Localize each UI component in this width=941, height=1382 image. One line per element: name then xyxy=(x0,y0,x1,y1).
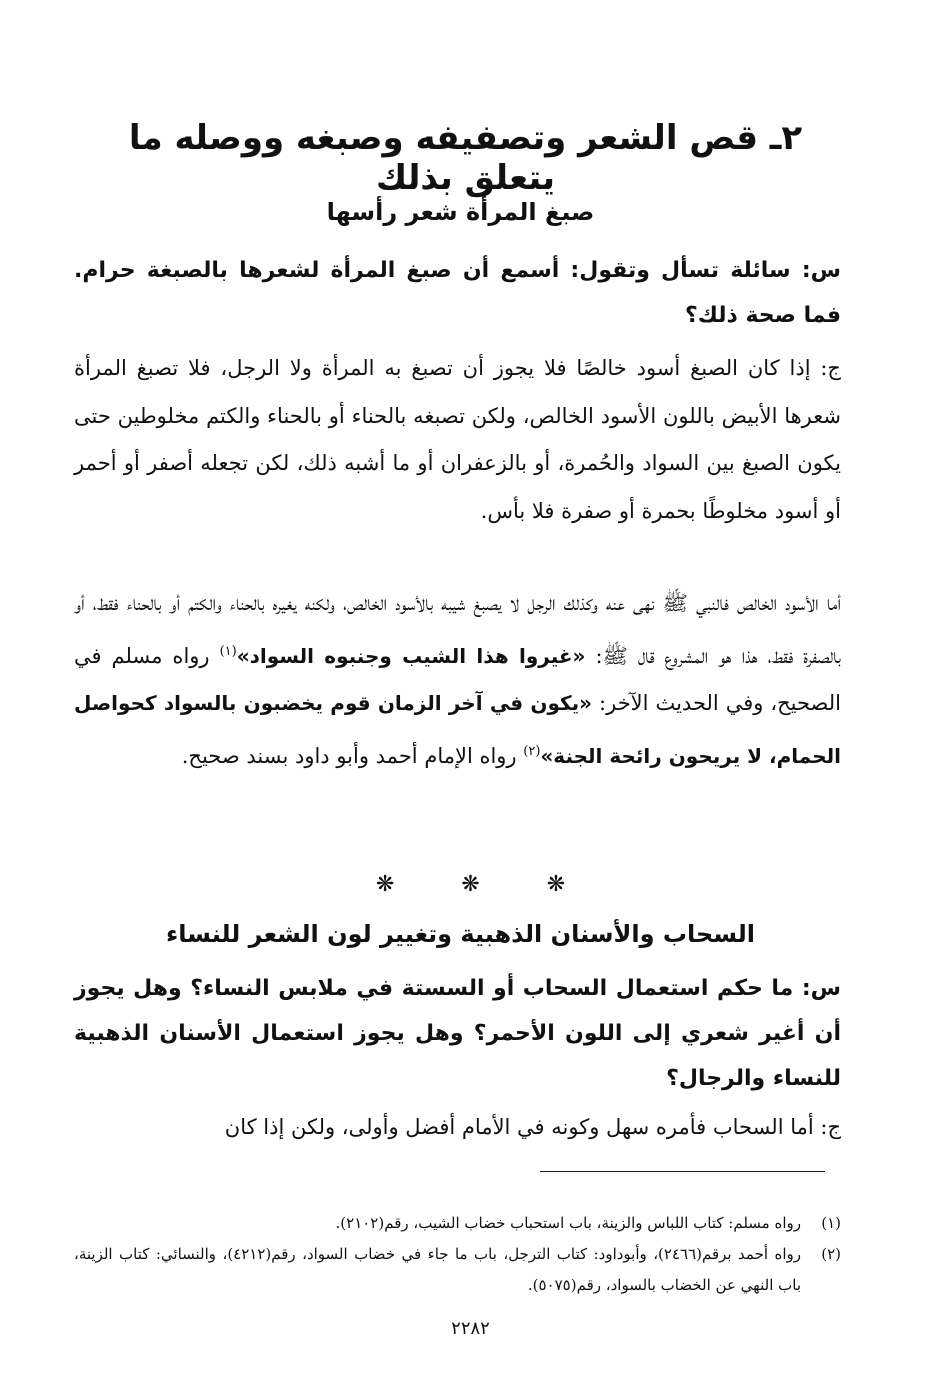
chapter-title: ٢ـ قص الشعر وتصفيفه وصبغه ووصله ما يتعلق بذلك xyxy=(128,118,803,198)
footnotes xyxy=(74,1208,841,1301)
footnote-ref-1: (١) xyxy=(219,643,237,659)
section-title-hair-dye: صبغ المرأة شعر رأسها xyxy=(326,198,595,226)
hadith-quote-1: «غيروا هذا الشيب وجنبوه السواد» xyxy=(236,643,586,668)
separator-star: ❋ xyxy=(546,872,566,897)
separator-star: ❋ xyxy=(461,872,480,897)
hadith-quote-2: «يكون في آخر الزمان قوم يخضبون بالسواد كحواصل الحمام، لا يريحون رائحة الجنة» xyxy=(74,691,841,768)
section-title-zipper-gold-teeth: السحاب والأسنان الذهبية وتغيير لون الشعر للنساء xyxy=(165,920,755,948)
question-zipper-gold-teeth: س: ما حكم استعمال السحاب أو السستة في ملابس النساء؟ وهل يجوز أن أغير شعري إلى اللون الأحمر؟ وهل يجوز استعمال الأسنان الذهبية للنساء والرجال؟ xyxy=(74,976,841,1091)
answer-text: رواه الإمام أحمد وأبو داود بسند صحيح. xyxy=(181,743,524,768)
answer-text: رواه مسلم في الصحيح، وفي الحديث الآخر: xyxy=(74,643,842,715)
footnote-number: (٢) xyxy=(821,1245,841,1263)
footnote-text: رواه مسلم: كتاب اللباس والزينة، باب استحباب خضاب الشيب، رقم(٢١٠٢). xyxy=(335,1214,801,1232)
section-separator xyxy=(0,872,941,897)
footnote-text: رواه أحمد برقم(٢٤٦٦)، وأبوداود: كتاب الترجل، باب ما جاء في خضاب السواد، رقم(٤٢١٢)، والنسائي: كتاب الزينة، باب النهي عن الخضاب بالسواد، رقم(٥٠٧٥). xyxy=(74,1245,801,1294)
footnote-1 xyxy=(74,1208,841,1239)
page-number: ٢٢٨٢ xyxy=(451,1318,490,1339)
answer-hair-dye-paragraph-2 xyxy=(74,580,841,780)
footnote-number: (١) xyxy=(821,1214,841,1232)
answer-hair-dye-paragraph-1: ج: إذا كان الصبغ أسود خالصًا فلا يجوز أن تصبغ به المرأة ولا الرجل، فلا تصبغ المرأة شعرها الأبيض باللون الأسود الخالص، ولكن تصبغه بالحناء أو بالحناء والكتم مخلوطين حتى يكون الصبغ بين السواد والحُمرة، أو بالزعفران أو ما أشبه ذلك، لكن تجعله أصفر أو أحمر أو أسود مخلوطًا بحمرة أو صفرة فلا بأس. xyxy=(74,356,841,523)
separator-star: ❋ xyxy=(375,872,395,897)
footnote-2 xyxy=(74,1239,841,1301)
answer-zipper: ج: أما السحاب فأمره سهل وكونه في الأمام أفضل وأولى، ولكن إذا كان xyxy=(224,1115,841,1139)
footnote-ref-2: (٢) xyxy=(523,743,541,759)
answer-text: أما الأسود الخالص فالنبي ﷺ نهى عنه وكذلك الرجل لا يصبغ شيبه بالأسود الخالص، ولكنه يغيره بالحناء والكتم أو بالحناء فقط، أو بالصفرة فقط، هذا هو المشروع قال ﷺ: xyxy=(74,591,842,668)
question-hair-dye: س: سائلة تسأل وتقول: أسمع أن صبغ المرأة لشعرها بالصبغة حرام. فما صحة ذلك؟ xyxy=(74,258,841,328)
footnote-divider xyxy=(540,1171,825,1172)
